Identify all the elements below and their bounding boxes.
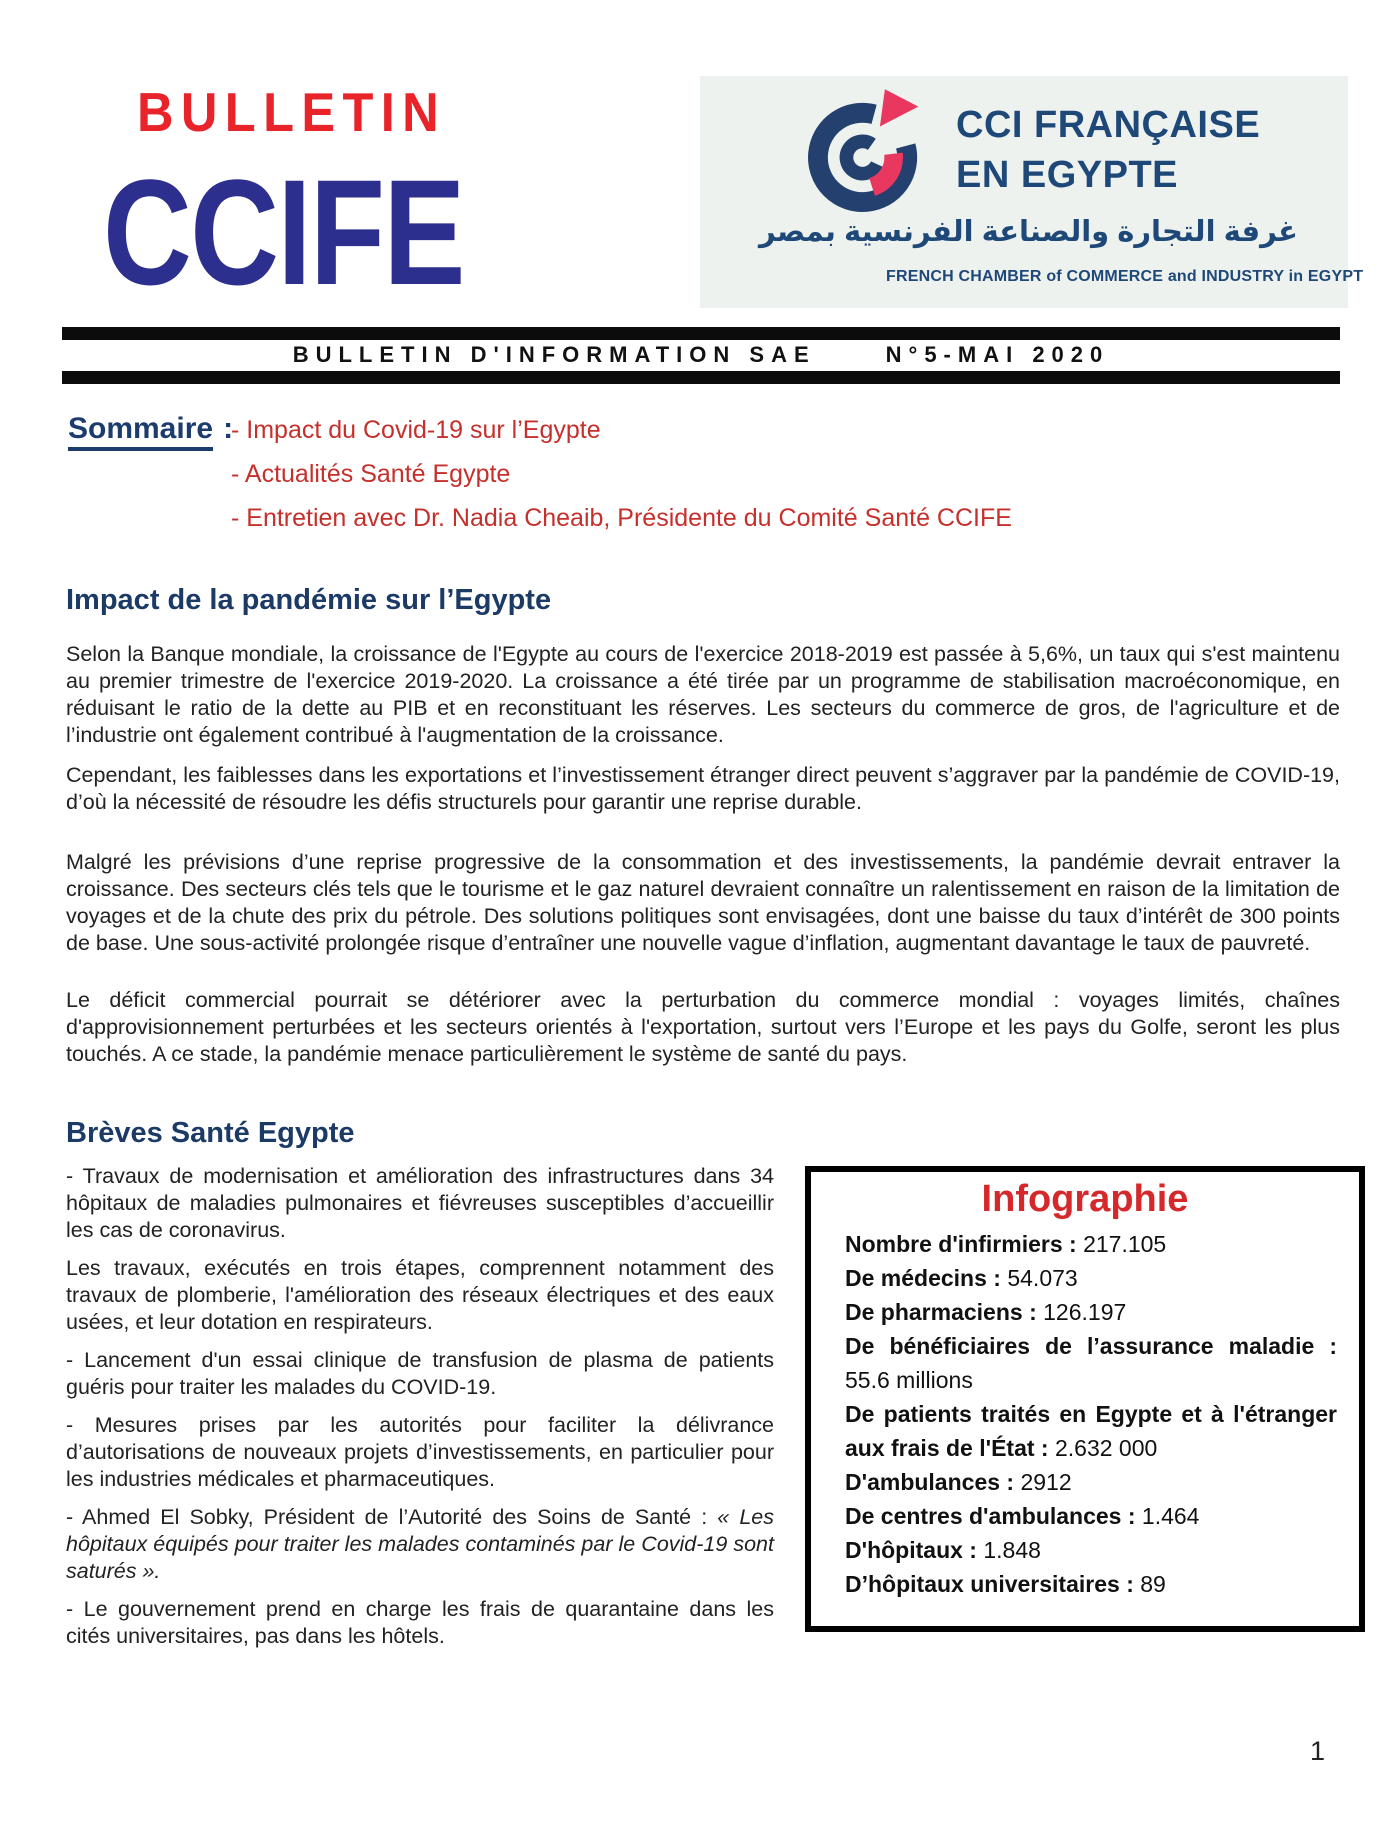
breves-paragraph-2: Les travaux, exécutés en trois étapes, comprennent notamment des travaux de plomberie, l'amélioration des réseaux électriques et des eaux usées, et leur dotation en respirateurs. bbox=[66, 1256, 774, 1334]
infographic-item-pharmacists bbox=[845, 1295, 1337, 1329]
info-value: 55.6 millions bbox=[845, 1367, 973, 1393]
issue-band-title: BULLETIN D'INFORMATION SAE bbox=[292, 342, 816, 367]
infographic-title: Infographie bbox=[981, 1178, 1189, 1220]
issue-band-number: N°5-MAI 2020 bbox=[885, 342, 1110, 367]
sommaire-item-1: - Impact du Covid-19 sur l’Egypte bbox=[231, 416, 601, 444]
section-title-impact: Impact de la pandémie sur l’Egypte bbox=[66, 584, 552, 616]
impact-paragraph-2: Cependant, les faiblesses dans les exportations et l’investissement étranger direct peuvent s’aggraver par la pandémie de COVID-19, d’où la nécessité de résoudre les défis structurels pour garantir une reprise durable. bbox=[66, 763, 1340, 814]
infographic-item-nurses bbox=[845, 1227, 1337, 1261]
info-label: De patients traités en Egypte et à l'étranger aux frais de l'État : bbox=[845, 1401, 1337, 1461]
infographic-list bbox=[811, 1221, 1359, 1601]
section-title-breves: Brèves Santé Egypte bbox=[66, 1117, 355, 1149]
info-value: 2912 bbox=[1020, 1469, 1072, 1495]
impact-section-body bbox=[66, 641, 1340, 1068]
info-label: D’hôpitaux universitaires : bbox=[845, 1571, 1134, 1597]
info-value: 2.632 000 bbox=[1054, 1435, 1158, 1461]
info-value: 1.848 bbox=[983, 1537, 1041, 1563]
breves-paragraph-5 bbox=[66, 1504, 774, 1585]
sommaire-colon: : bbox=[223, 412, 234, 445]
logo-line-2: EN EGYPTE bbox=[956, 154, 1178, 197]
logo-english-text: FRENCH CHAMBER of COMMERCE and INDUSTRY in EGYPT bbox=[886, 268, 1364, 285]
sommaire-item-3: - Entretien avec Dr. Nadia Cheaib, Présidente du Comité Santé CCIFE bbox=[231, 504, 1012, 532]
issue-band bbox=[62, 340, 1340, 370]
info-label: De pharmaciens : bbox=[845, 1299, 1037, 1325]
logo-arabic-text: غرفة التجارة والصناعة الفرنسية بمصر bbox=[759, 216, 1298, 248]
quote-text: « Les hôpitaux équipés pour traiter les malades contaminés par le Covid-19 sont saturés ». bbox=[66, 1505, 774, 1583]
info-value: 54.073 bbox=[1007, 1265, 1078, 1291]
breves-paragraph-1: - Travaux de modernisation et amélioration des infrastructures dans 34 hôpitaux de maladies pulmonaires et fiévreuses susceptibles d’accueillir les cas de coronavirus. bbox=[66, 1164, 774, 1242]
cci-logo-wordmark bbox=[956, 100, 1260, 200]
impact-paragraph-1: Selon la Banque mondiale, la croissance de l'Egypte au cours de l'exercice 2018-2019 est passée à 5,6%, un taux qui s'est maintenu au premier trimestre de l'exercice 2019-2020. La croissance a été tirée par un programme de stabilisation macroéconomique, en réduisant le ratio de la dette au PIB et en reconstituant les réserves. Les secteurs du commerce de gros, de l'agriculture et de l’industrie ont également contribué à l'augmentation de la croissance. bbox=[66, 642, 1340, 747]
info-label: D'hôpitaux : bbox=[845, 1537, 977, 1563]
logo-line-1: CCI FRANÇAISE bbox=[956, 104, 1261, 146]
info-value: 126.197 bbox=[1043, 1299, 1127, 1325]
infographic-box bbox=[805, 1166, 1365, 1632]
info-value: 217.105 bbox=[1083, 1231, 1167, 1257]
info-label: De bénéficiaires de l’assurance maladie : bbox=[845, 1333, 1337, 1359]
cci-logo-icon bbox=[808, 84, 932, 226]
masthead-bulletin-title: BULLETIN bbox=[137, 81, 447, 143]
sommaire-heading bbox=[68, 412, 233, 446]
sommaire-item-2: - Actualités Santé Egypte bbox=[231, 460, 511, 488]
infographic-item-hospitals bbox=[845, 1533, 1337, 1567]
infographic-item-university-hospitals bbox=[845, 1567, 1337, 1601]
info-label: Nombre d'infirmiers : bbox=[845, 1231, 1077, 1257]
impact-paragraph-3: Malgré les prévisions d’une reprise progressive de la consommation et des investissements, la pandémie devrait entraver la croissance. Des secteurs clés tels que le tourisme et le gaz naturel devraient connaître un ralentissement en raison de la limitation de voyages et de la chute des prix du pétrole. Des solutions politiques sont envisagées, dont une baisse du taux d’intérêt de 300 points de base. Une sous-activité prolongée risque d’entraîner une nouvelle vague d’inflation, augmentant davantage le taux de pauvreté. bbox=[66, 850, 1340, 955]
info-value: 89 bbox=[1140, 1571, 1166, 1597]
masthead-ccife-title: CCIFE bbox=[103, 148, 464, 316]
info-label: De médecins : bbox=[845, 1265, 1001, 1291]
page-number: 1 bbox=[1310, 1736, 1326, 1766]
infographic-item-doctors bbox=[845, 1261, 1337, 1295]
divider-bar-bottom bbox=[62, 371, 1340, 384]
cci-logo-box bbox=[700, 76, 1364, 308]
breves-section-body bbox=[66, 1163, 774, 1661]
infographic-item-patients bbox=[845, 1397, 1337, 1465]
info-label: De centres d'ambulances : bbox=[845, 1503, 1136, 1529]
infographic-item-ambulances bbox=[845, 1465, 1337, 1499]
breves-paragraph-6: - Le gouvernement prend en charge les frais de quarantaine dans les cités universitaires, pas dans les hôtels. bbox=[66, 1597, 774, 1648]
quote-intro: - Ahmed El Sobky, Président de l’Autorité des Soins de Santé : bbox=[66, 1505, 708, 1529]
impact-paragraph-4: Le déficit commercial pourrait se détériorer avec la perturbation du commerce mondial : voyages limités, chaînes d'approvisionnement perturbées et les secteurs orientés à l'exportation, surtout vers l’Europe et les pays du Golfe, seront les plus touchés. A ce stade, la pandémie menace particulièrement le système de santé du pays. bbox=[66, 988, 1340, 1066]
info-label: D'ambulances : bbox=[845, 1469, 1015, 1495]
breves-paragraph-3: - Lancement d'un essai clinique de transfusion de plasma de patients guéris pour traiter les malades du COVID-19. bbox=[66, 1348, 774, 1399]
divider-bar-top bbox=[62, 327, 1340, 340]
infographic-item-insured bbox=[845, 1329, 1337, 1397]
infographic-item-ambulance-centers bbox=[845, 1499, 1337, 1533]
sommaire-word: Sommaire bbox=[68, 412, 213, 451]
breves-paragraph-4: - Mesures prises par les autorités pour faciliter la délivrance d’autorisations de nouveaux projets d’investissements, en particulier pour les industries médicales et pharmaceutiques. bbox=[66, 1413, 774, 1491]
info-value: 1.464 bbox=[1141, 1503, 1200, 1529]
